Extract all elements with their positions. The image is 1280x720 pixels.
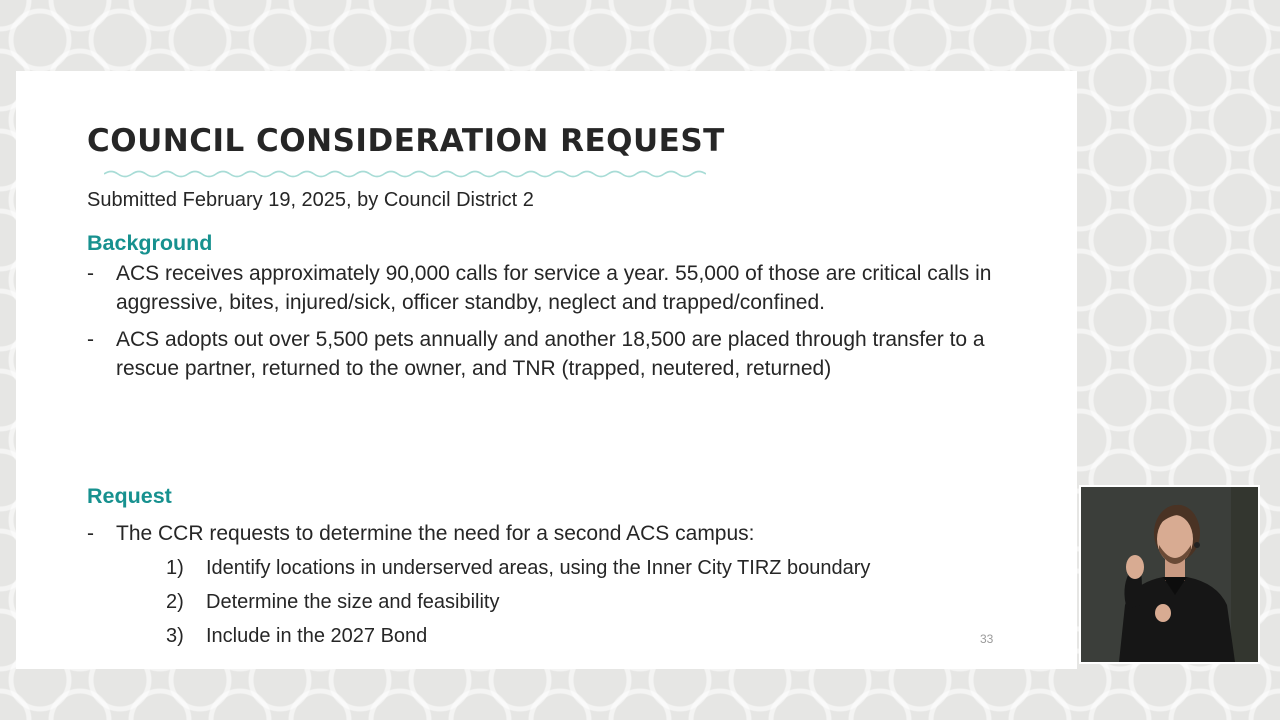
sign-language-interpreter-video: [1079, 485, 1260, 664]
item-text: Determine the size and feasibility: [206, 591, 500, 613]
list-item: [166, 619, 870, 653]
request-heading: Request: [87, 484, 172, 508]
presentation-slide: [16, 71, 1077, 669]
background-bullet-list: [87, 259, 1027, 391]
item-number: 1): [166, 557, 184, 579]
decorative-wave-underline: [104, 169, 706, 179]
bullet-marker: -: [87, 522, 94, 545]
request-bullet-text: The CCR requests to determine the need for a second ACS campus:: [116, 522, 755, 545]
list-item: [87, 325, 1027, 383]
request-numbered-list: [166, 551, 870, 653]
list-item: [166, 585, 870, 619]
item-number: 3): [166, 625, 184, 647]
bullet-marker: -: [87, 328, 94, 351]
background-bullet-text: ACS adopts out over 5,500 pets annually and another 18,500 are placed through transfer to a rescue partner, returned to the owner, and TNR (trapped, neutered, returned): [116, 328, 985, 380]
list-item: [87, 519, 1027, 548]
background-bullet-text: ACS receives approximately 90,000 calls for service a year. 55,000 of those are critical calls in aggressive, bites, injured/sick, officer standby, neglect and trapped/confined.: [116, 262, 992, 314]
bullet-marker: -: [87, 262, 94, 285]
slide-title: COUNCIL CONSIDERATION REQUEST: [87, 123, 725, 159]
submission-info: Submitted February 19, 2025, by Council District 2: [87, 189, 534, 211]
item-text: Identify locations in underserved areas, using the Inner City TIRZ boundary: [206, 557, 871, 579]
interpreter-figure-icon: [1081, 487, 1258, 662]
item-text: Include in the 2027 Bond: [206, 625, 428, 647]
list-item: [166, 551, 870, 585]
list-item: [87, 259, 1027, 317]
item-number: 2): [166, 591, 184, 613]
page-number: 33: [980, 632, 994, 646]
background-heading: Background: [87, 231, 213, 255]
